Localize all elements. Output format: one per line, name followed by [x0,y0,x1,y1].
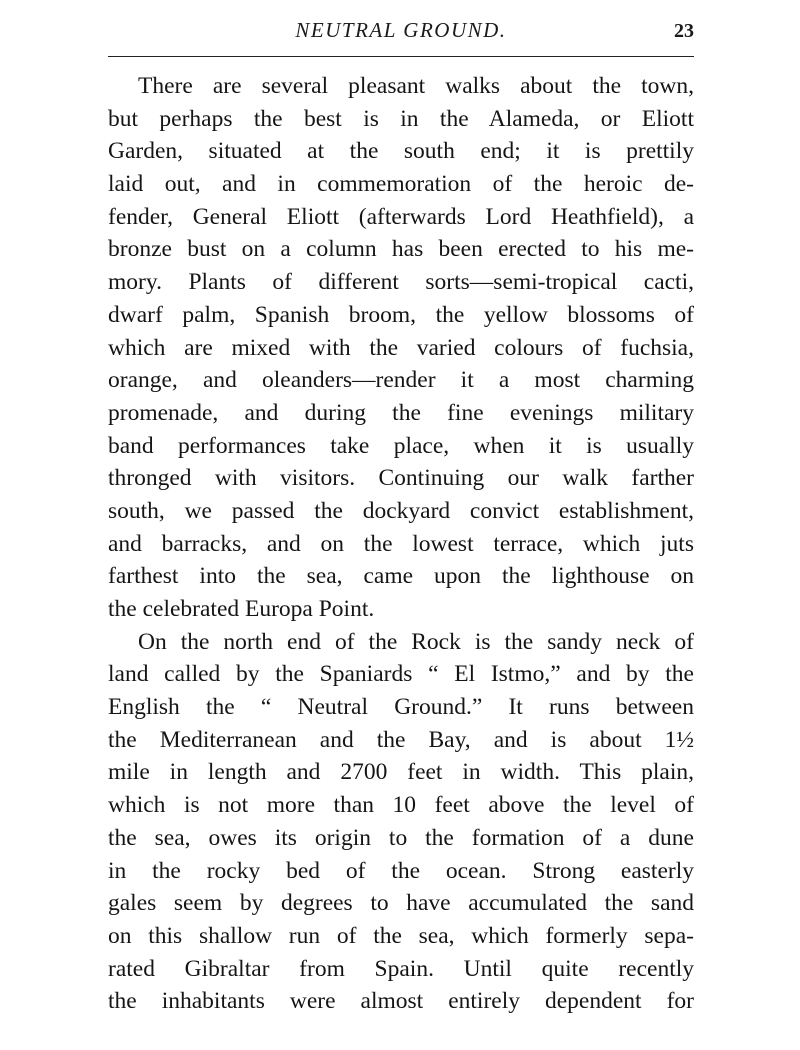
text-line: fender, General Eliott (afterwards Lord Heathfield), a [108,203,694,230]
text-line: south, we passed the dockyard convict establishment, [108,497,694,524]
text-line: There are several pleasant walks about the town, [138,73,694,99]
text-line: gales seem by degrees to have accumulated the sand [108,890,694,917]
text-line: the Mediterranean and the Bay, and is about 1½ [108,726,694,753]
text-line: Garden, situated at the south end; it is prettily [108,138,694,165]
text-line: band performances take place, when it is usually [108,432,694,459]
text-line: mory. Plants of different sorts—semi-tropical cacti, [108,269,694,296]
text-line: orange, and oleanders—render it a most charming [108,367,694,394]
text-line: but perhaps the best is in the Alameda, or Eliott [108,105,694,132]
text-line: and barracks, and on the lowest terrace, which juts [108,530,694,557]
text-line: the celebrated Europa Point. [108,596,375,622]
text-line: On the north end of the Rock is the sandy neck of [138,628,694,655]
page-number: 23 [674,20,694,42]
text-line: farthest into the sea, came upon the lighthouse on [108,563,694,590]
header-rule [108,56,694,57]
text-line: the inhabitants were almost entirely dependent for [108,988,694,1015]
text-line: which are mixed with the varied colours of fuchsia, [108,334,694,361]
text-line: bronze bust on a column has been erected to his me- [108,236,694,263]
text-line: on this shallow run of the sea, which formerly sepa- [108,922,694,949]
text-line: English the “ Neutral Ground.” It runs between [108,694,694,721]
text-line: dwarf palm, Spanish broom, the yellow blossoms of [108,301,694,328]
running-head [108,18,694,48]
text-line: rated Gibraltar from Spain. Until quite recently [108,955,694,982]
text-line: promenade, and during the fine evenings military [108,399,694,426]
text-line: land called by the Spaniards “ El Istmo,” and by the [108,661,694,688]
text-line: laid out, and in commemoration of the heroic de- [108,171,694,198]
text-line: the sea, owes its origin to the formation of a dune [108,824,694,851]
text-line: which is not more than 10 feet above the level of [108,792,694,819]
text-line: in the rocky bed of the ocean. Strong easterly [108,857,694,884]
body-text [108,70,694,1018]
text-line: mile in length and 2700 feet in width. This plain, [108,759,694,786]
text-line: thronged with visitors. Continuing our walk farther [108,465,694,492]
running-title: NEUTRAL GROUND. [295,18,507,42]
